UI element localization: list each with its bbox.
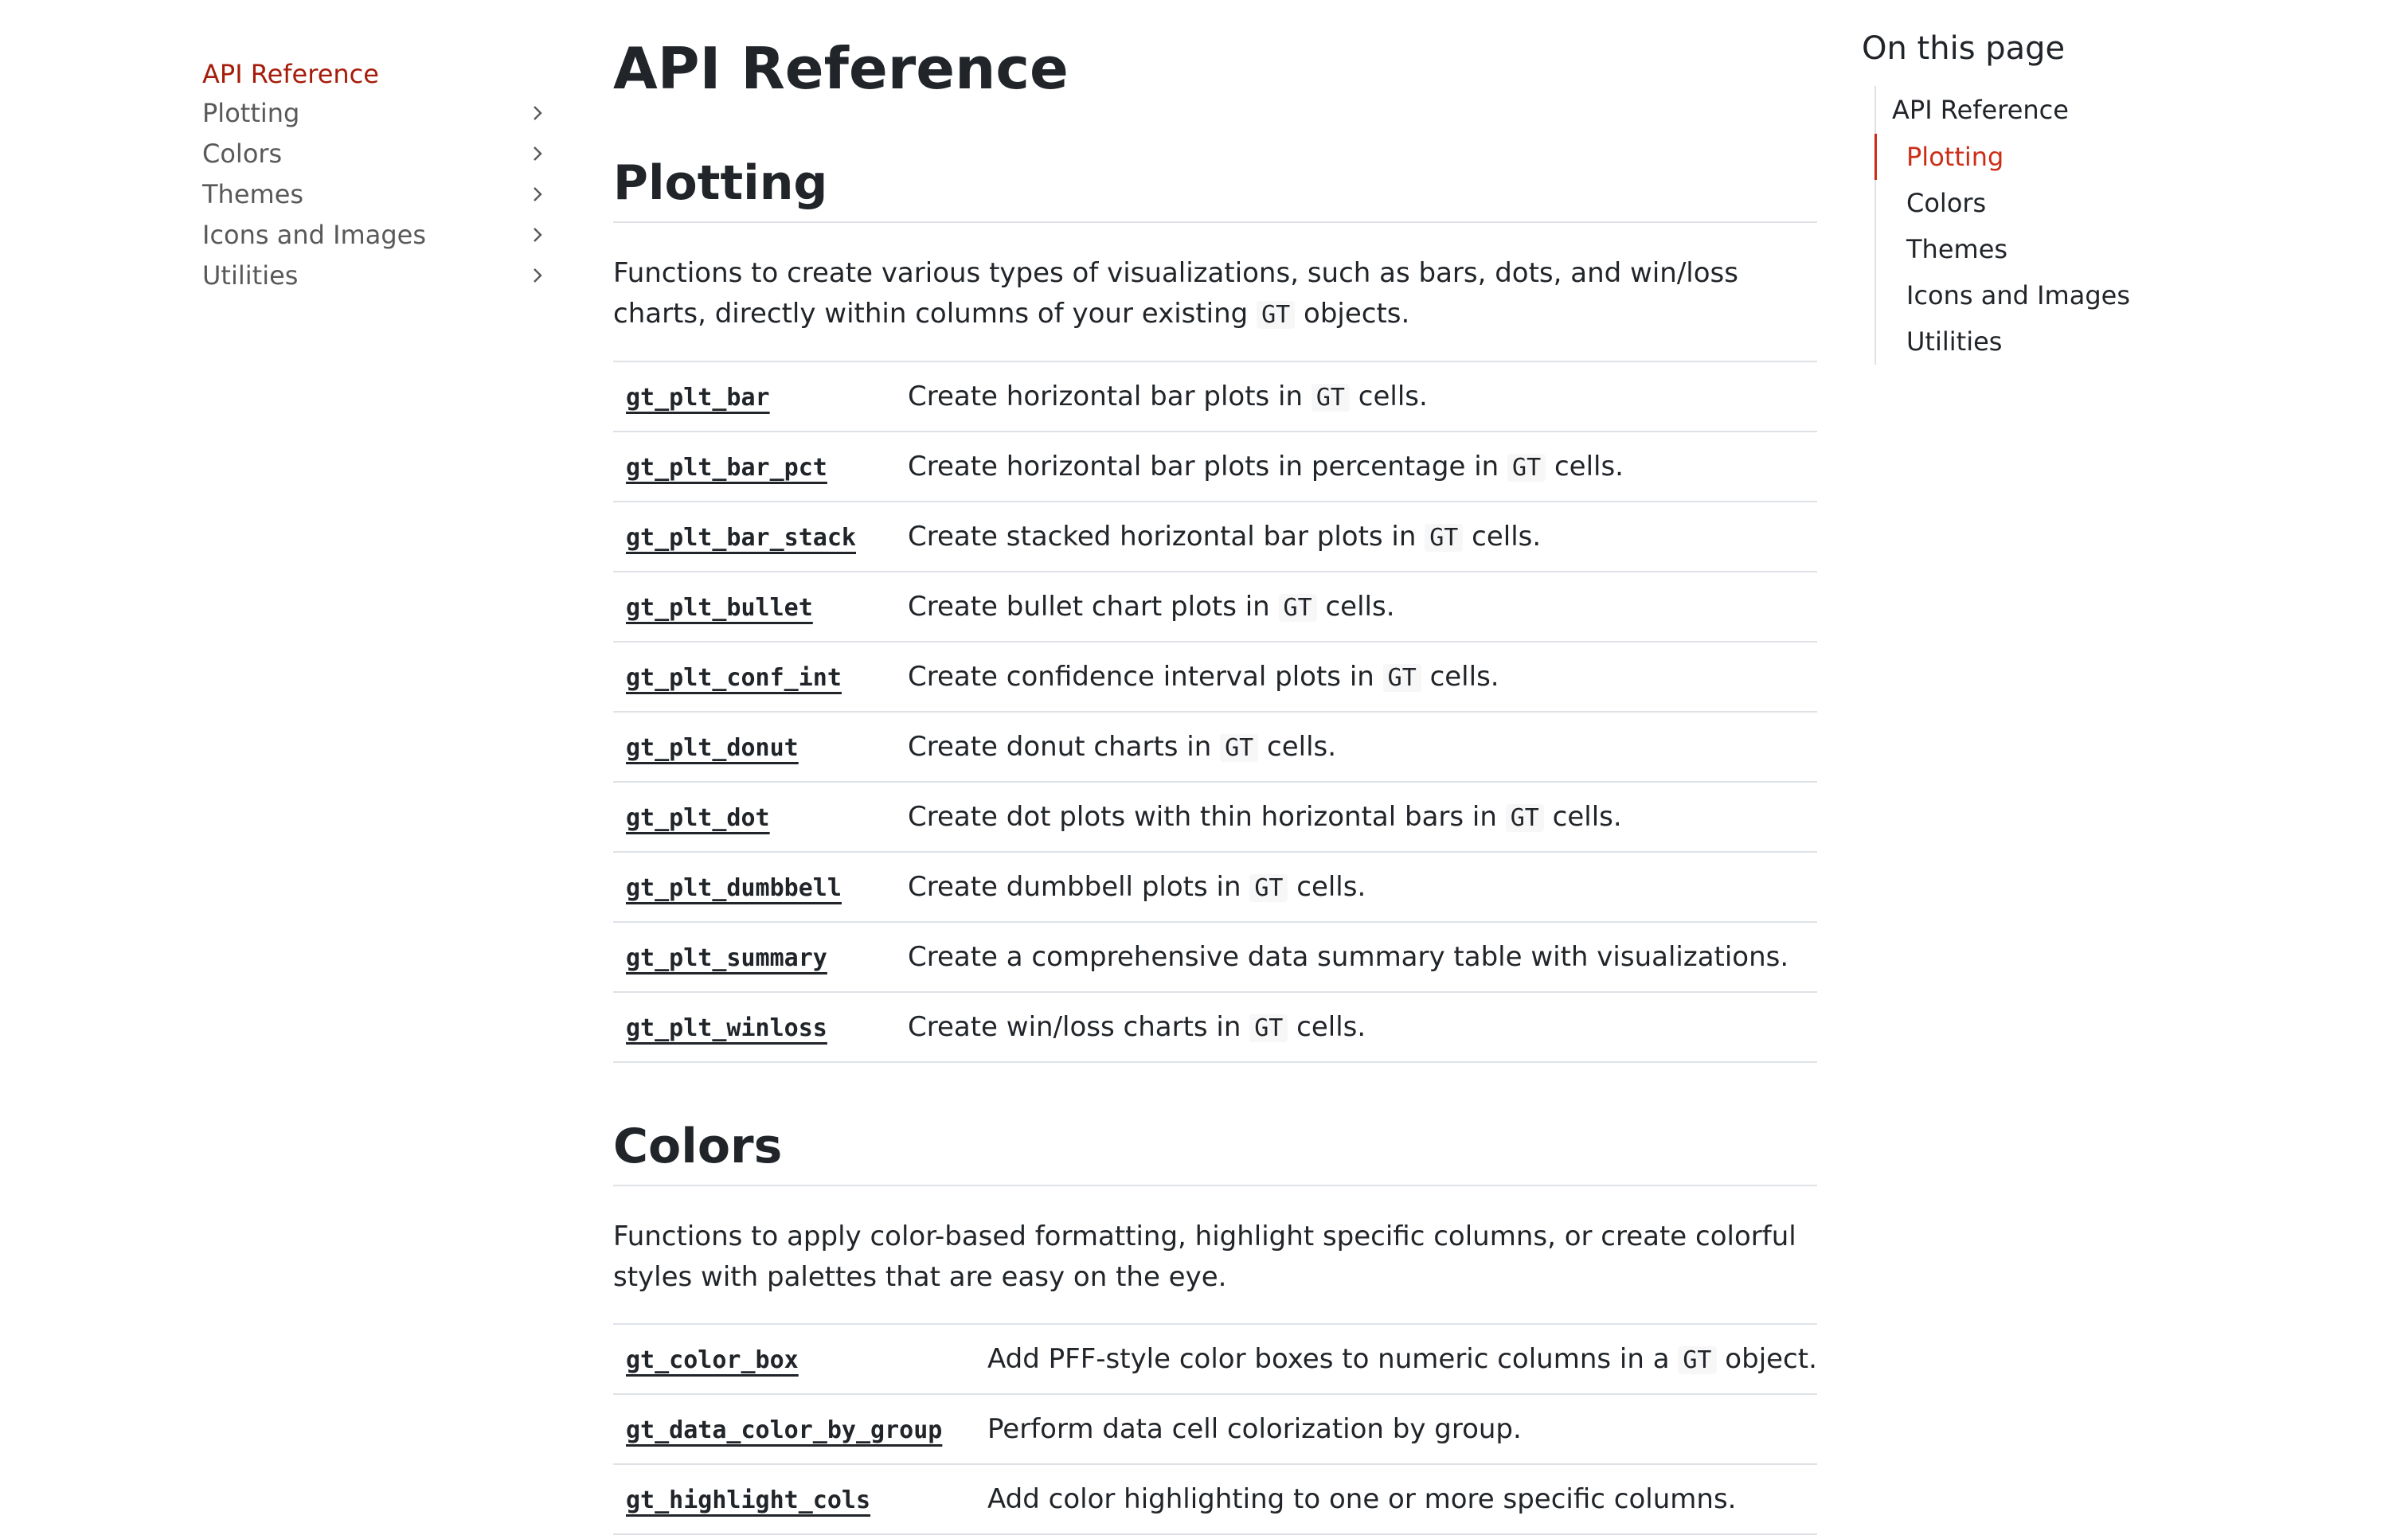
- inline-code: GT: [1507, 454, 1546, 482]
- sidebar-item-label: Themes: [202, 178, 304, 209]
- table-row: [613, 1324, 1817, 1394]
- sidebar-nav: [202, 56, 549, 295]
- toc-item-api-reference[interactable]: API Reference: [1892, 95, 2069, 125]
- chevron-right-icon[interactable]: [526, 142, 549, 166]
- row-description: cells.: [1543, 801, 1622, 833]
- row-description: Create bullet chart plots in: [908, 591, 1279, 623]
- intro-text: objects.: [1295, 298, 1410, 330]
- table-row: [613, 642, 1817, 712]
- section-intro: [613, 253, 1817, 335]
- row-description: Create win/loss charts in: [908, 1011, 1250, 1043]
- sidebar-item-colors[interactable]: [202, 133, 549, 174]
- table-row: [613, 502, 1817, 572]
- sidebar-item-label: Icons and Images: [202, 219, 426, 250]
- row-description: Add PFF-style color boxes to numeric columns in a: [987, 1343, 1679, 1375]
- function-link[interactable]: gt_plt_donut: [626, 734, 799, 762]
- inline-code: GT: [1249, 874, 1288, 902]
- sidebar-item-label: Utilities: [202, 260, 299, 291]
- inline-code: GT: [1425, 524, 1463, 552]
- chevron-right-icon[interactable]: [526, 101, 549, 125]
- table-row: [613, 572, 1817, 642]
- table-row: [613, 922, 1817, 992]
- function-link[interactable]: gt_plt_bar_stack: [626, 524, 856, 552]
- row-description: Create dumbbell plots in: [908, 871, 1250, 903]
- row-description: Create confidence interval plots in: [908, 661, 1383, 693]
- function-link[interactable]: gt_plt_dot: [626, 804, 770, 832]
- sidebar-item-plotting[interactable]: [202, 92, 549, 133]
- sidebar-item-themes[interactable]: [202, 174, 549, 214]
- function-link[interactable]: gt_highlight_cols: [626, 1486, 871, 1514]
- section-colors: [613, 1119, 1817, 1535]
- toc-item-colors[interactable]: Colors: [1906, 188, 1987, 218]
- row-description: Create a comprehensive data summary table with visualizations.: [908, 941, 1789, 973]
- inline-code: GT: [1312, 384, 1350, 412]
- section-plotting: [613, 155, 1817, 1063]
- row-description: Create horizontal bar plots in: [908, 381, 1312, 412]
- table-row: [613, 1394, 1817, 1464]
- row-description: Create dot plots with thin horizontal bars in: [908, 801, 1506, 833]
- row-description: Add color highlighting to one or more specific columns.: [987, 1483, 1737, 1515]
- toc-item-utilities[interactable]: Utilities: [1906, 326, 2003, 357]
- table-row: [613, 992, 1817, 1062]
- row-description: cells.: [1463, 521, 1542, 553]
- inline-code: GT: [1678, 1346, 1716, 1374]
- sidebar-item-utilities[interactable]: [202, 255, 549, 295]
- inline-code: GT: [1506, 804, 1544, 832]
- section-heading: Colors: [613, 1123, 1817, 1186]
- function-link[interactable]: gt_plt_bar_pct: [626, 454, 827, 482]
- row-description: cells.: [1546, 451, 1624, 482]
- toc-item-plotting[interactable]: Plotting: [1874, 134, 2196, 180]
- toc-item-icons-and-images[interactable]: Icons and Images: [1906, 280, 2130, 311]
- function-link[interactable]: gt_data_color_by_group: [626, 1416, 943, 1444]
- table-row: [613, 361, 1817, 432]
- sidebar-item-label: Colors: [202, 138, 283, 169]
- table-row: [613, 1464, 1817, 1534]
- section-heading: Plotting: [613, 159, 1817, 223]
- chevron-right-icon[interactable]: [526, 182, 549, 206]
- table-of-contents: [1862, 27, 2196, 365]
- row-description: Create stacked horizontal bar plots in: [908, 521, 1425, 553]
- table-row: [613, 852, 1817, 922]
- toc-item-themes[interactable]: Themes: [1906, 234, 2008, 264]
- inline-code: GT: [1279, 594, 1317, 622]
- intro-text: Functions to create various types of visualizations, such as bars, dots, and win/loss charts, directly within columns of your existing: [613, 257, 1738, 330]
- table-row: [613, 782, 1817, 852]
- sidebar-item-api-reference[interactable]: [202, 56, 549, 92]
- function-link[interactable]: gt_plt_dumbbell: [626, 874, 842, 902]
- table-row: [613, 432, 1817, 502]
- chevron-right-icon[interactable]: [526, 223, 549, 247]
- row-description: Create donut charts in: [908, 731, 1221, 763]
- function-link[interactable]: gt_plt_summary: [626, 944, 827, 972]
- table-row: [613, 712, 1817, 782]
- chevron-right-icon[interactable]: [526, 264, 549, 287]
- function-link[interactable]: gt_plt_bullet: [626, 594, 813, 622]
- page-title: API Reference: [613, 35, 1069, 102]
- sidebar-item-label: API Reference: [202, 59, 379, 89]
- row-description: cells.: [1288, 871, 1366, 903]
- reference-table: [613, 1323, 1817, 1535]
- toc-list: [1874, 86, 2196, 365]
- row-description: cells.: [1288, 1011, 1366, 1043]
- function-link[interactable]: gt_plt_bar: [626, 384, 770, 412]
- row-description: cells.: [1421, 661, 1499, 693]
- function-link[interactable]: gt_color_box: [626, 1346, 799, 1374]
- row-description: cells.: [1258, 731, 1337, 763]
- inline-code: GT: [1220, 734, 1258, 762]
- row-description: cells.: [1350, 381, 1428, 412]
- inline-code: GT: [1257, 301, 1295, 329]
- toc-title: On this page: [1862, 30, 2066, 67]
- section-intro: [613, 1217, 1817, 1298]
- row-description: Create horizontal bar plots in percentage in: [908, 451, 1508, 482]
- inline-code: GT: [1249, 1014, 1288, 1042]
- reference-table: [613, 361, 1817, 1063]
- intro-text: Functions to apply color-based formatting, highlight specific columns, or create colorful styles with palettes that are easy on the eye.: [613, 1221, 1796, 1293]
- sidebar-item-label: Plotting: [202, 97, 300, 128]
- row-description: Perform data cell colorization by group.: [987, 1413, 1522, 1445]
- inline-code: GT: [1383, 664, 1421, 692]
- row-description: object.: [1716, 1343, 1817, 1375]
- function-link[interactable]: gt_plt_winloss: [626, 1014, 827, 1042]
- sidebar-item-icons-and-images[interactable]: [202, 214, 549, 255]
- row-description: cells.: [1316, 591, 1395, 623]
- function-link[interactable]: gt_plt_conf_int: [626, 664, 842, 692]
